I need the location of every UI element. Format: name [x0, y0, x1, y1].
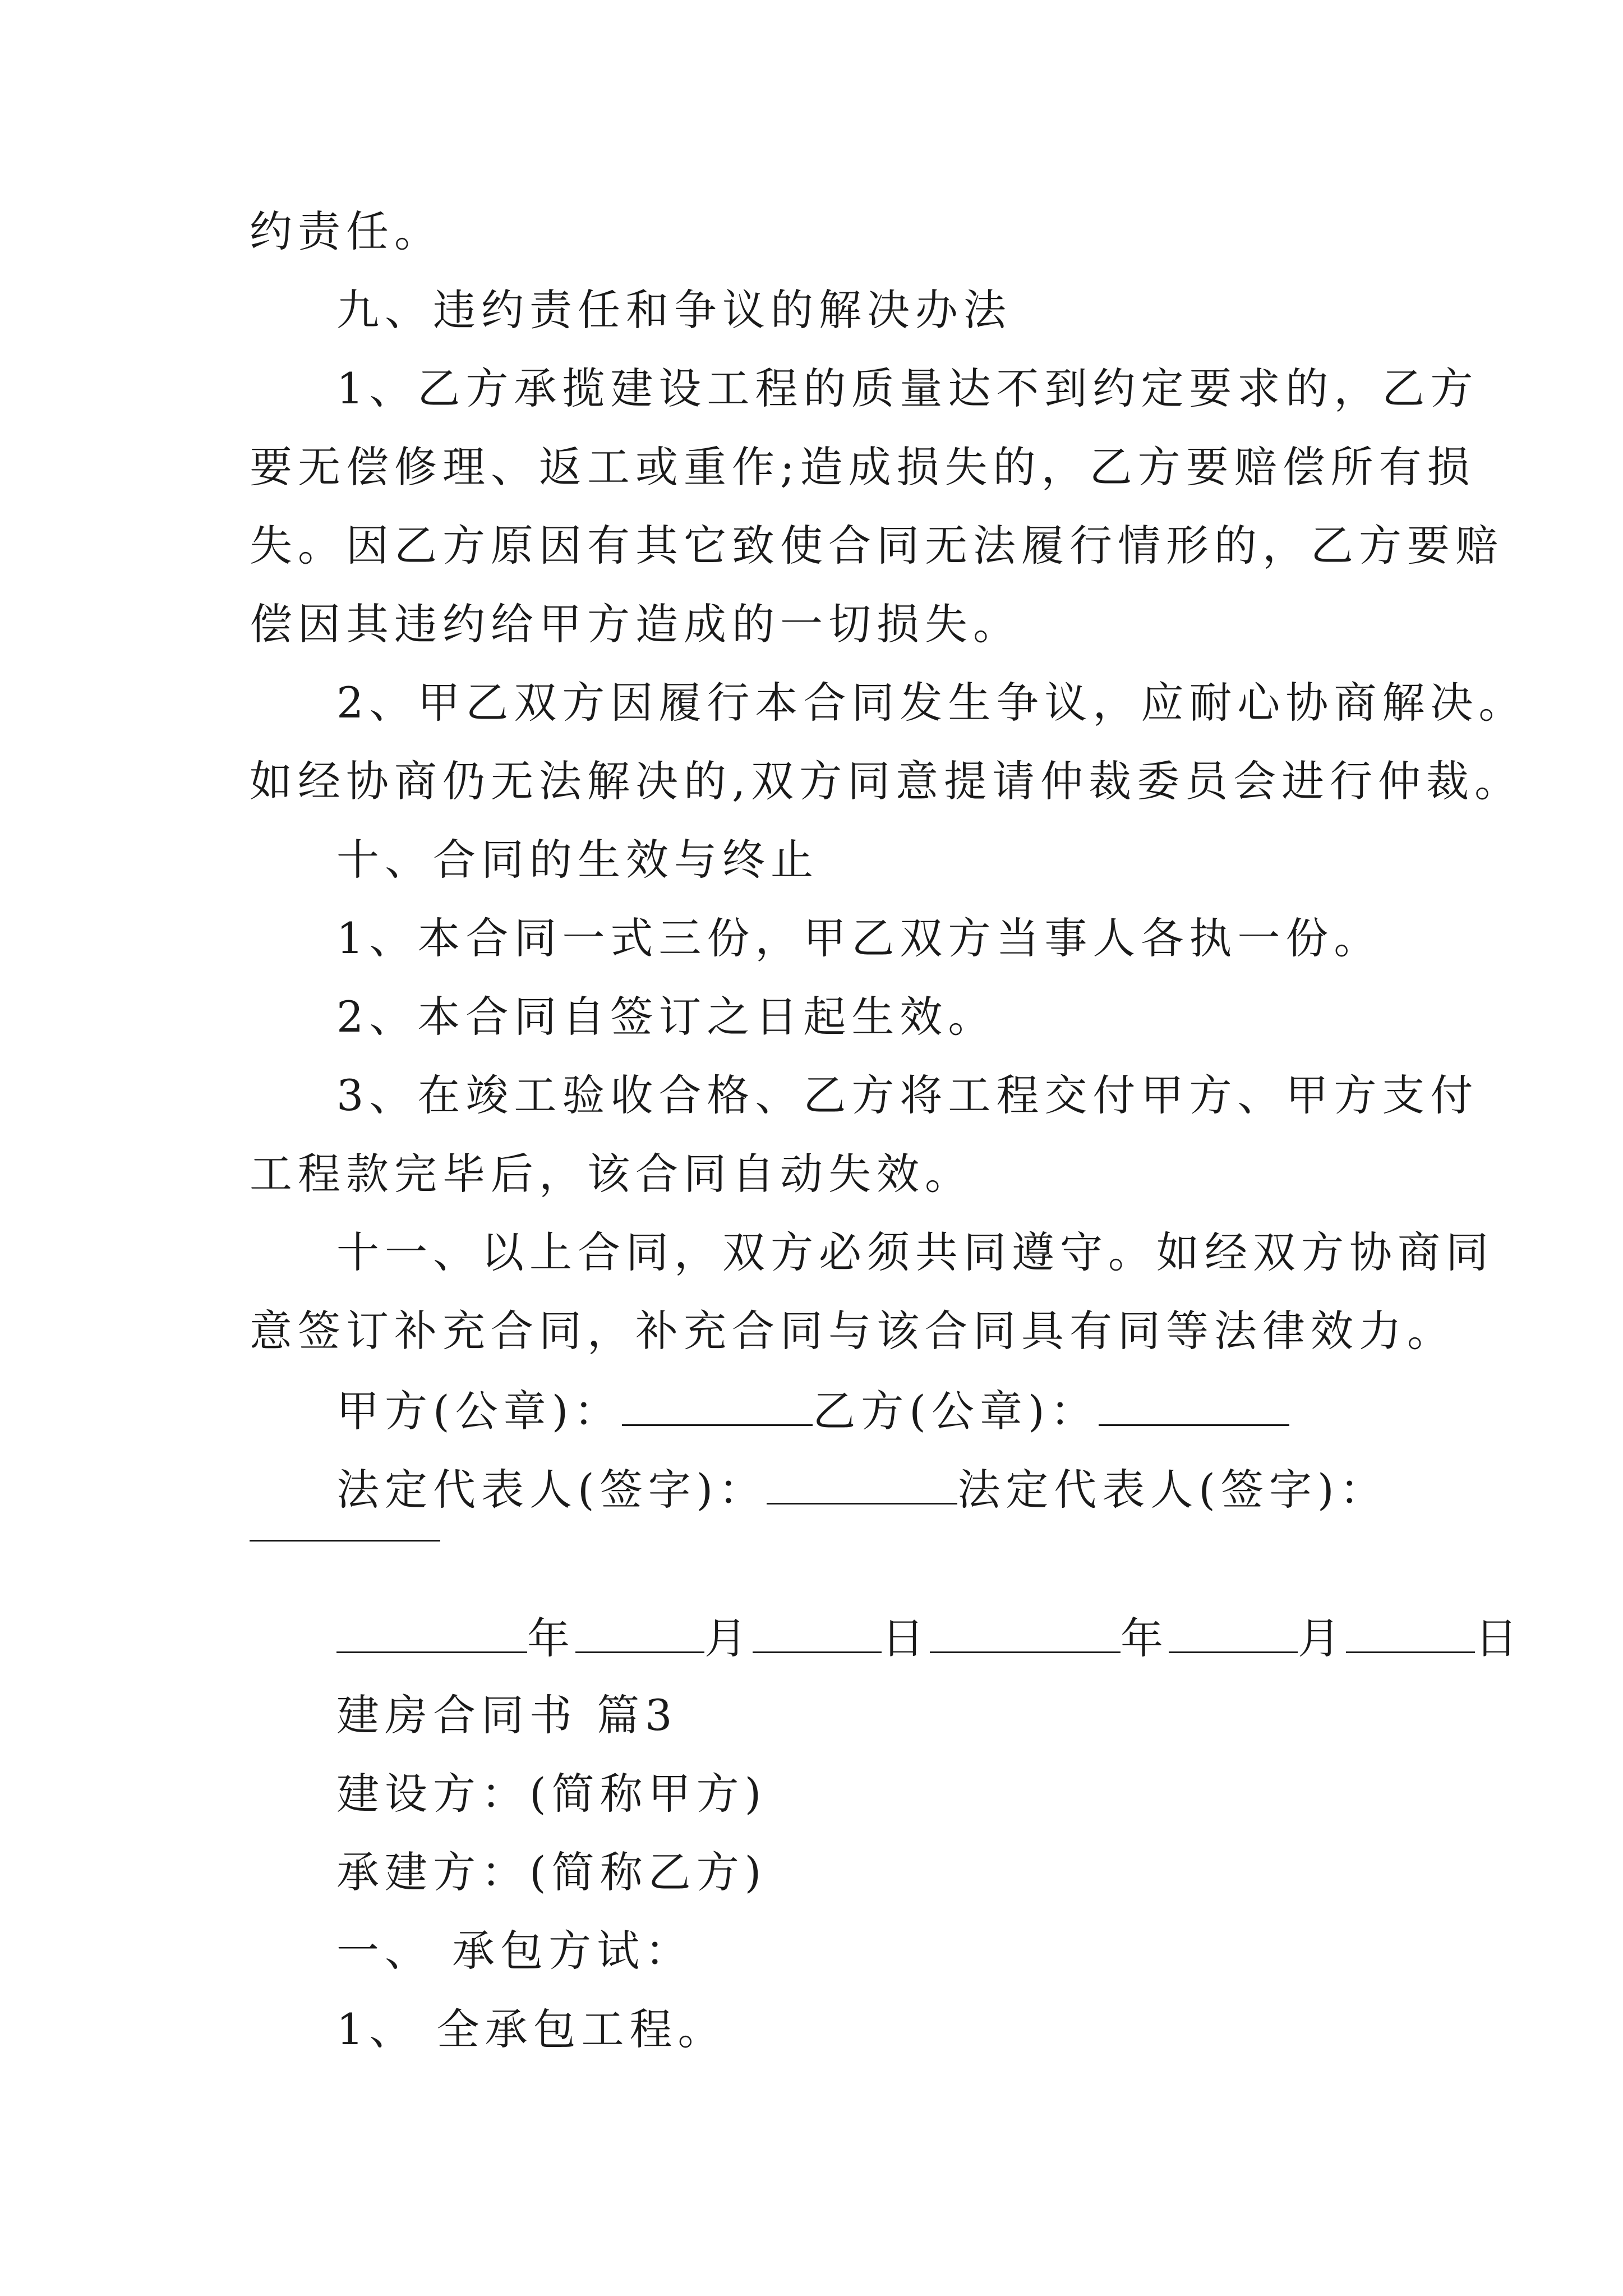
- date-b-month-label: 月: [1298, 1613, 1346, 1663]
- legal-rep-b-blank: [250, 1540, 440, 1542]
- text-line-7: 2、甲乙双方因履行本合同发生争议，应耐心协商解决。: [336, 678, 1527, 728]
- builder-line: 建设方：(简称甲方): [336, 1769, 767, 1819]
- date-b-day-blank: [1346, 1616, 1475, 1653]
- date-a-year-blank: [336, 1616, 527, 1653]
- date-b-day-label: 日: [1475, 1613, 1523, 1663]
- text-line-14: 十一、以上合同，双方必须共同遵守。如经双方协商同: [336, 1227, 1494, 1277]
- section3-title: 建房合同书 篇3: [336, 1690, 678, 1740]
- text-line-13: 工程款完毕后，该合同自动失效。: [250, 1149, 973, 1199]
- contractor-line: 承建方：(简称乙方): [336, 1847, 767, 1897]
- text-line-5: 失。因乙方原因有其它致使合同无法履行情形的，乙方要赔: [250, 521, 1504, 570]
- date-a-month-label: 月: [704, 1613, 753, 1663]
- text-line-4: 要无偿修理、返工或重作;造成损失的，乙方要赔偿所有损: [250, 442, 1476, 492]
- seal-line: [336, 1386, 1289, 1436]
- section-heading-9: 九、违约责任和争议的解决办法: [336, 285, 1012, 335]
- date-a-day-label: 日: [882, 1613, 930, 1663]
- text-line-11: 2、本合同自签订之日起生效。: [336, 992, 997, 1042]
- text-line-8: 如经协商仍无法解决的,双方同意提请仲裁委员会进行仲裁。: [250, 756, 1523, 806]
- text-line-12: 3、在竣工验收合格、乙方将工程交付甲方、甲方支付: [336, 1070, 1479, 1120]
- date-b-month-blank: [1169, 1616, 1298, 1653]
- contract-method-heading: 一、 承包方试：: [336, 1926, 694, 1976]
- contract-method-item-1: 1、 全承包工程。: [336, 2004, 726, 2054]
- party-a-seal-blank: [622, 1388, 813, 1426]
- party-b-seal-label: 乙方(公章)：: [813, 1386, 1099, 1436]
- section-heading-10: 十、合同的生效与终止: [336, 835, 819, 885]
- text-line-1: 约责任。: [250, 206, 442, 256]
- date-b-year-label: 年: [1121, 1613, 1169, 1663]
- legal-rep-line: [336, 1465, 1388, 1515]
- text-line-3: 1、乙方承揽建设工程的质量达不到约定要求的，乙方: [336, 364, 1479, 413]
- legal-rep-a-label: 法定代表人(签字)：: [336, 1465, 767, 1515]
- party-a-seal-label: 甲方(公章)：: [336, 1386, 623, 1436]
- text-line-6: 偿因其违约给甲方造成的一切损失。: [250, 599, 1021, 649]
- date-a-month-blank: [575, 1616, 704, 1653]
- party-b-seal-blank: [1099, 1388, 1289, 1426]
- date-b-year-blank: [930, 1616, 1121, 1653]
- text-line-10: 1、本合同一式三份，甲乙双方当事人各执一份。: [336, 913, 1382, 963]
- date-a-year-label: 年: [527, 1613, 575, 1663]
- date-line: [336, 1613, 1523, 1663]
- legal-rep-a-blank: [767, 1467, 957, 1504]
- date-a-day-blank: [753, 1616, 882, 1653]
- legal-rep-b-label: 法定代表人(签字)：: [957, 1465, 1388, 1515]
- text-line-15: 意签订补充合同，补充合同与该合同具有同等法律效力。: [250, 1306, 1455, 1356]
